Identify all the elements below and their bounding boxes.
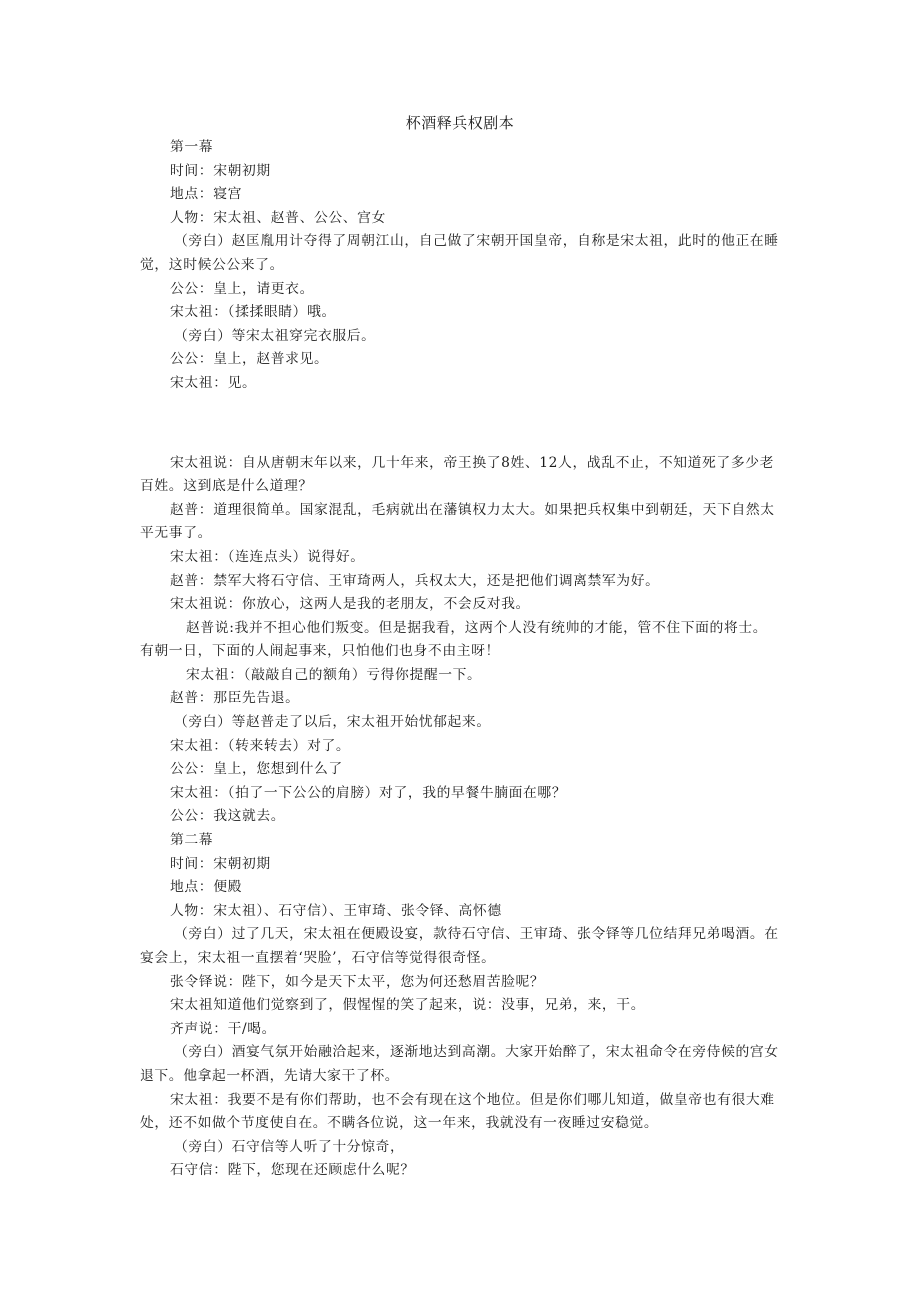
script-line: 地点：便殿 <box>170 879 242 896</box>
script-line: 宋太祖：（敲敲自己的额角）亏得你提醒一下。 <box>186 666 482 683</box>
script-line: 公公：皇上，您想到什么了 <box>170 761 343 778</box>
script-line: （旁白）等赵普走了以后，宋太祖开始忧郁起来。 <box>174 714 491 731</box>
script-line: 宋太祖说：自从唐朝末年以来，几十年来，帝王换了8姓、12人，战乱不止，不知道死了多少老百姓。这到底是什么道理？ <box>140 454 775 495</box>
script-line: 宋太祖说：你放心，这两人是我的老朋友，不会反对我。 <box>170 596 530 613</box>
script-line: 赵普：道理很简单。国家混乱，毛病就出在藩镇权力太大。如果把兵权集中到朝廷，天下自然太平无事了。 <box>140 501 775 542</box>
script-body <box>140 136 780 1183</box>
script-line: （旁白）酒宴气氛开始融洽起来，逐渐地达到高潮。大家开始醉了，宋太祖命令在旁侍候的宫女退下。他拿起一杯酒，先请大家干了杯。 <box>140 1044 779 1084</box>
script-line: 石守信：陛下，您现在还顾虑什么呢？ <box>170 1162 415 1179</box>
script-line: 赵普说:我并不担心他们叛变。但是据我看，这两个人没有统帅的才能，管不住下面的将士。有朝一日，下面的人闹起事来，只怕他们也身不由主呀！ <box>140 619 768 660</box>
script-line: 宋太祖：见。 <box>170 374 257 391</box>
script-line: 张令铎说：陛下，如今是天下太平，您为何还愁眉苦脸呢？ <box>170 973 545 990</box>
script-line: 齐声说：干/喝。 <box>170 1020 277 1037</box>
script-line: 赵普：禁军大将石守信、王审琦两人，兵权太大，还是把他们调离禁军为好。 <box>170 572 660 589</box>
document-title: 杯酒释兵权剧本 <box>405 114 515 132</box>
script-line: 宋太祖：（转来转去）对了。 <box>170 737 351 754</box>
script-line: 赵普：那臣先告退。 <box>170 690 300 707</box>
script-line: 宋太祖：我要不是有你们帮助，也不会有现在这个地位。但是你们哪儿知道，做皇帝也有很大难处，还不如做个节度使自在。不瞒各位说，这一年来，我就没有一夜睡过安稳觉。 <box>140 1091 775 1132</box>
script-line: 人物：宋太祖）、石守信）、王审琦、张令铎、高怀德 <box>170 902 502 919</box>
script-line: 时间：宋朝初期 <box>170 855 271 872</box>
script-line: 第二幕 <box>170 832 214 849</box>
script-line: （旁白）石守信等人听了十分惊奇， <box>174 1138 405 1155</box>
script-line: （旁白）等宋太祖穿完衣服后。 <box>174 327 376 344</box>
script-line: 第一幕 <box>170 139 214 155</box>
script-line: 公公：皇上，赵普求见。 <box>170 351 329 368</box>
script-line: 人物：宋太祖、赵普、公公、宫女 <box>170 209 386 226</box>
script-line: 宋太祖：（连连点头）说得好。 <box>170 548 365 565</box>
script-line: 公公：我这就去。 <box>170 808 286 825</box>
script-line: （旁白）赵匡胤用计夺得了周朝江山，自己做了宋朝开国皇帝，自称是宋太祖，此时的他正在睡觉，这时候公公来了。 <box>140 233 779 273</box>
script-line: 时间：宋朝初期 <box>170 162 271 179</box>
script-line: 公公：皇上，请更衣。 <box>170 280 314 297</box>
script-line: 地点：寝宫 <box>170 186 242 203</box>
script-line: 宋太祖知道他们觉察到了，假惺惺的笑了起来，说：没事，兄弟，来，干。 <box>170 997 646 1014</box>
script-line: （旁白）过了几天，宋太祖在便殿设宴，款待石守信、王审琦、张令铎等几位结拜兄弟喝酒。在宴会上，宋太祖一直摆着‘哭脸’，石守信等觉得很奇怪。 <box>140 926 779 966</box>
blank-line <box>140 412 780 436</box>
script-line: 宋太祖：（拍了一下公公的肩膀）对了，我的早餐牛腩面在哪？ <box>170 784 567 801</box>
script-line: 宋太祖：（揉揉眼睛）哦。 <box>170 304 336 321</box>
